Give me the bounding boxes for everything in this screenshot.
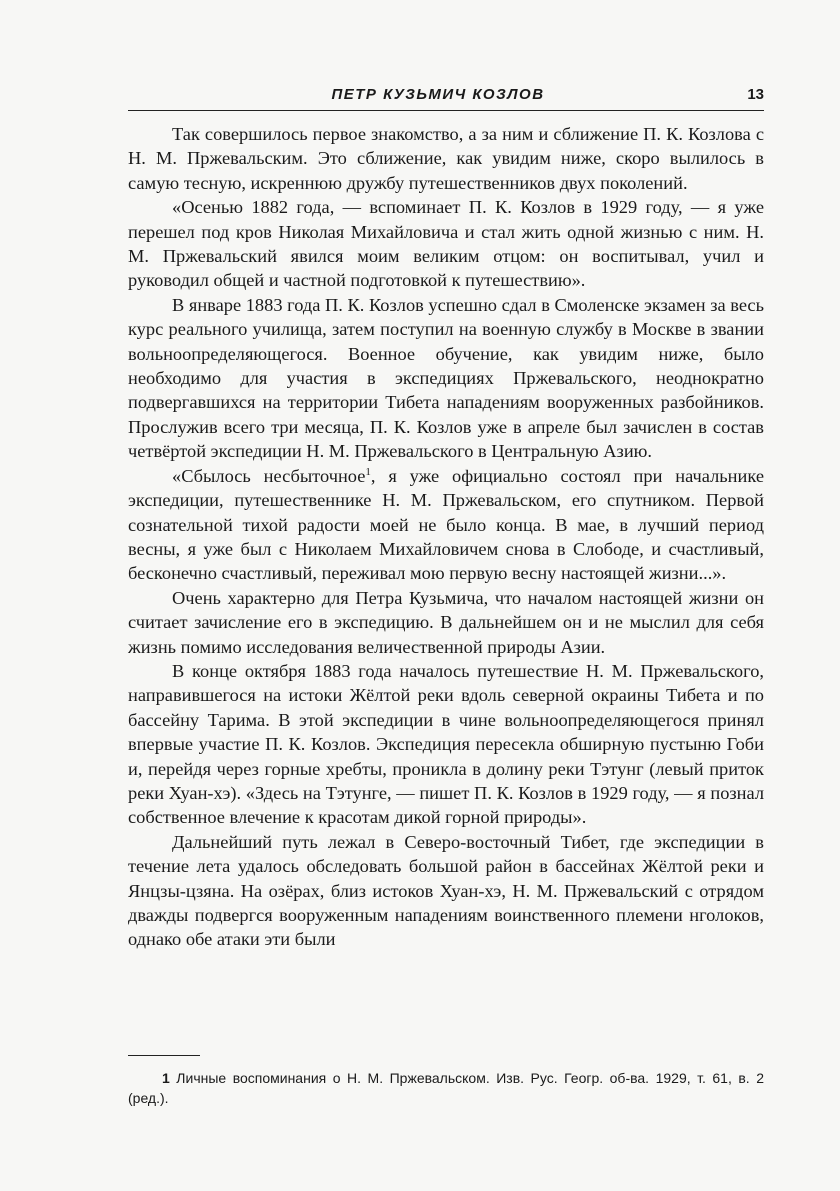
- footnote: [128, 1068, 764, 1108]
- quote-rest: , я уже официально состоял при начальнике экспедиции, путешественнике Н. М. Пржевальском, его спутником. Первой сознательной тихой радости моей не было конца. В мае, в лучший период весны, я уже был с Николаем Михайловичем снова в Слободе, и счастливый, бесконечно счастливый, переживал мою первую весну настоящей жизни...».: [128, 465, 764, 584]
- paragraph-january-1883: В январе 1883 года П. К. Козлов успешно сдал в Смоленске экзамен за весь курс реального училища, затем поступил на военную службу в Москве в звании вольноопределяющегося. Военное обучение, как увидим ниже, было необходимо для участия в экспедициях Пржевальского, неоднократно подвергавшихся на территории Тибета нападениям вооруженных разбойников. Прослужив всего три месяца, П. К. Козлов уже в апреле был зачислен в состав четвёртой экспедиции Н. М. Пржевальского в Центральную Азию.: [128, 294, 764, 462]
- footnote-number: 1: [162, 1070, 170, 1086]
- running-title: ПЕТР КУЗЬМИЧ КОЗЛОВ: [331, 86, 545, 103]
- body-text: [128, 122, 764, 952]
- running-header: [128, 84, 764, 111]
- quote-start: «Сбылось несбыточное: [172, 465, 366, 486]
- page-number: 13: [747, 86, 764, 103]
- footnote-divider: [128, 1055, 200, 1056]
- paragraph-further-route: Дальнейший путь лежал в Северо-восточный Тибет, где экспедиции в течение лета удалось обследовать большой район в бассейнах Жёлтой реки и Янцзы-цзяна. На озёрах, близ истоков Хуан-хэ, Н. М. Пржевальский с отрядом дважды подвергся вооруженным нападениям воинственного племени нголоков, однако обе атаки эти были: [128, 831, 764, 950]
- paragraph-quote-autumn-1882: «Осенью 1882 года, — вспоминает П. К. Козлов в 1929 году, — я уже перешел под кров Николая Михайловича и стал жить одной жизнью с ним. Н. М. Пржевальский явился моим великим отцом: он воспитывал, учил и руководил общей и частной подготовкой к путешествию».: [128, 197, 764, 291]
- footnote-reference[interactable]: 1: [365, 465, 371, 478]
- paragraph-quote-dream-came-true: [128, 464, 764, 586]
- paragraph-first-acquaintance: Так совершилось первое знакомство, а за ним и сближение П. К. Козлова с Н. М. Пржевальским. Это сближение, как увидим ниже, скоро вылилось в самую тесную, искреннюю дружбу путешественников двух поколений.: [128, 124, 764, 193]
- paragraph-october-1883: В конце октября 1883 года началось путешествие Н. М. Пржевальского, направившегося на истоки Жёлтой реки вдоль северной окраины Тибета и по бассейну Тарима. В этой экспедиции в чине вольноопределяющегося принял впервые участие П. К. Козлов. Экспедиция пересекла обширную пустыню Гоби и, перейдя через горные хребты, проникла в долину реки Тэтунг (левый приток реки Хуан-хэ). «Здесь на Тэтунге, — пишет П. К. Козлов в 1929 году, — я познал собственное влечение к красотам дикой горной природы».: [128, 660, 764, 828]
- footnote-text: Личные воспоминания о Н. М. Пржевальском. Изв. Рус. Геогр. об-ва. 1929, т. 61, в. 2 (ред.).: [128, 1070, 764, 1106]
- paragraph-characteristic: Очень характерно для Петра Кузьмича, что началом настоящей жизни он считает зачисление его в экспедицию. В дальнейшем он и не мыслил для себя жизнь помимо исследования величественной природы Азии.: [128, 587, 764, 657]
